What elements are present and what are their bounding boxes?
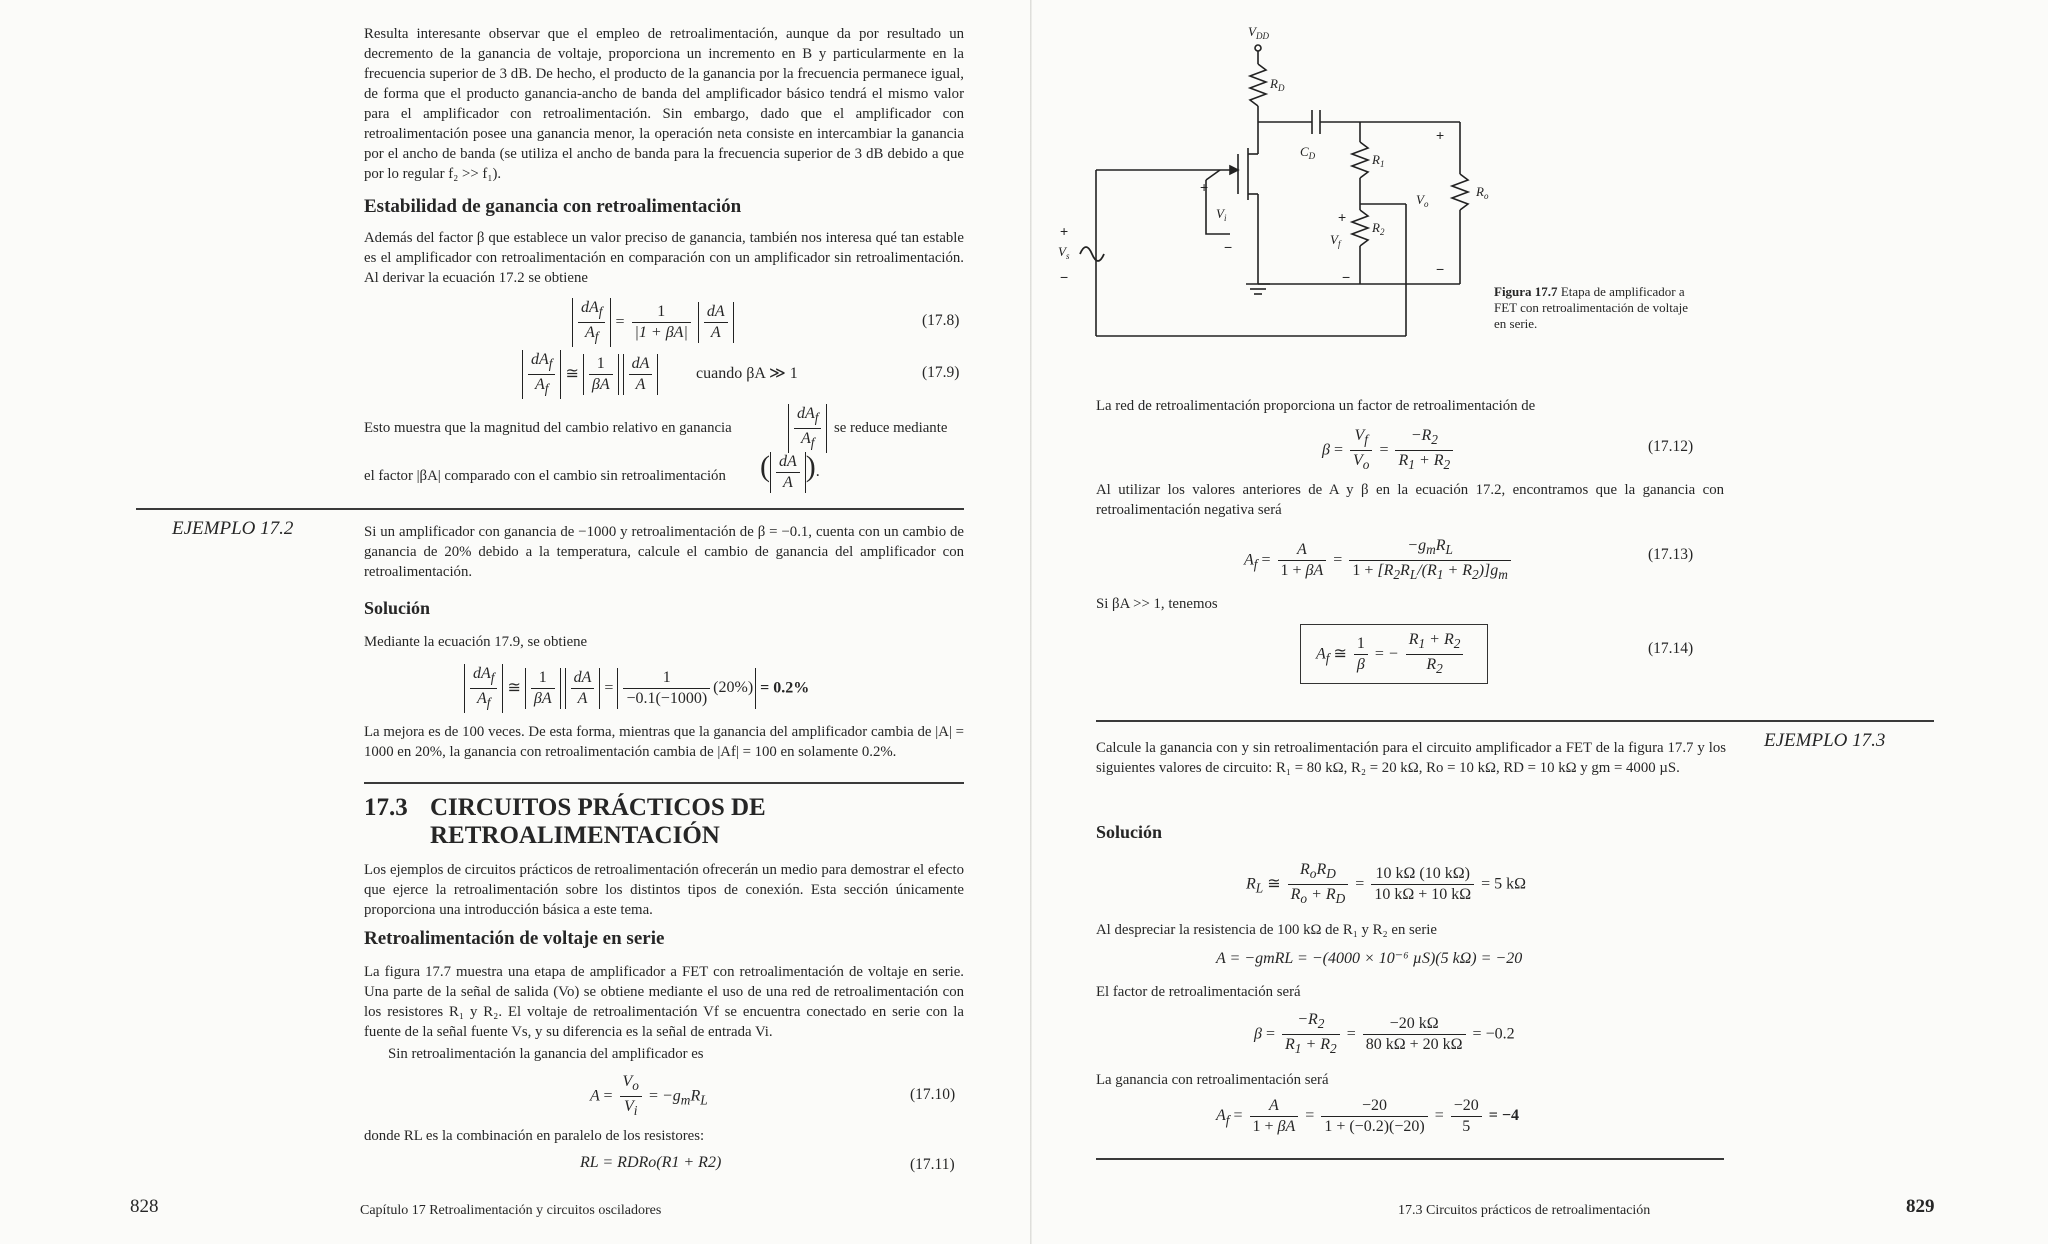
example-17-3-bottom-rule: [1096, 1158, 1724, 1160]
svg-text:−: −: [1436, 261, 1445, 277]
gain-equation: $A_f$ = $\frac{A}{1 + \beta A}$ = $\frac{-20}{1 + (-0.2)(-20)}$ = $\frac{-20}{5}$ = −4: [1216, 1097, 1520, 1135]
footer-left: Capítulo 17 Retroalimentación y circuitos osciladores: [360, 1203, 662, 1218]
page-number-right: 829: [1906, 1196, 1935, 1217]
equation-number-17-12: (17.12): [1648, 438, 1694, 455]
equation-number-17-8: (17.8): [922, 312, 960, 329]
shows-text-3: el factor |βA| comparado con el cambio sin retroalimentación: [364, 468, 726, 484]
svg-text:Vo: $V_o$: [1416, 192, 1429, 209]
example-17-3-paragraph: Calcule la ganancia con y sin retroalimentación para el circuito amplificador a FET de la figura 17.7 y los siguientes valores de circuito: R₁ = 80 kΩ, R₂ = 20 kΩ, Ro = 10 kΩ, RD = 10 kΩ y gm = 4000 µS.: [1096, 740, 1726, 776]
rl-result: = 5 kΩ: [1481, 875, 1527, 893]
svg-text:Vi: $V_i$: [1216, 206, 1227, 223]
solution-text: Mediante la ecuación 17.9, se obtiene: [364, 634, 588, 650]
heading-stability: Estabilidad de ganancia con retroalimentación: [364, 196, 742, 217]
figure-caption-text: Etapa de amplificador a FET con retroalimentación de voltaje en serie.: [1494, 284, 1688, 331]
svg-text:+: +: [1436, 127, 1445, 143]
series-paragraph: La figura 17.7 muestra una etapa de amplificador a FET con retroalimentación de voltaje en serie. Una parte de la señal de salida (Vo) se obtiene mediante el uso de una red de retroalimentación con los resistores R₁ y R₂. El voltaje de retroalimentación Vf se encuentra conectado en serie con la fuente de la señal fuente Vs, y su diferencia es la señal de entrada Vi.: [364, 964, 964, 1040]
if-text: Si βA >> 1, tenemos: [1096, 596, 1218, 612]
a-equation: A = −gmRL = −(4000 × 10⁻⁶ µS)(5 kΩ) = −20: [1216, 950, 1523, 967]
shows-text-2: se reduce mediante: [834, 420, 948, 436]
right-page: [1030, 0, 2048, 1244]
beta-result: = −0.2: [1472, 1025, 1515, 1043]
example-paragraph: Si un amplificador con ganancia de −1000 y retroalimentación de β = −0.1, cuenta con un cambio de ganancia de 20% debido a la temperatura, calcule el cambio de ganancia del amplificador con retroalimentación.: [364, 524, 964, 580]
equation-number-17-11: (17.11): [910, 1156, 955, 1173]
open-loop-change-fraction: ( $\frac{dA}{A}$ ).: [760, 450, 820, 491]
footer-right: 17.3 Circuitos prácticos de retroalimentación: [1398, 1203, 1651, 1218]
intro-paragraph: Resulta interesante observar que el empleo de retroalimentación, aunque da por resultado un decremento de la ganancia de voltaje, proporciona un incremento en B y particularmente en la frecuencia superior de 3 dB. De hecho, el producto de la ganancia por la frecuencia permanece igual, de forma que el producto ganancia-ancho de banda del amplificador básico tendrá el mismo valor para el amplificador con retroalimentación. Sin embargo, dado que el amplificador con retroalimentación posee una ganancia menor, la operación neta consiste en intercambiar la ganancia por el ancho de banda (se utiliza el ancho de banda para la frecuencia superior de 3 dB debido a que por lo regular f₂ >> f₁).: [364, 26, 964, 182]
svg-text:CD: $C_D$: [1300, 144, 1316, 161]
feedback-network-text: La red de retroalimentación proporciona un factor de retroalimentación de: [1096, 398, 1536, 414]
figure-caption-number: Figura 17.7: [1494, 284, 1558, 299]
rl-equation: $R_L$ ≅ $\frac{R_oR_D}{R_o + R_D}$ = $\frac{10 k\Omega (10 k\Omega)}{10 k\Omega + 10 k\Omega}$ = 5 kΩ: [1246, 861, 1527, 907]
equation-number-17-9: (17.9): [922, 364, 960, 381]
equation-17-9-condition: cuando βA ≫ 1: [696, 365, 798, 382]
svg-text:R1: $R_1$: [1372, 152, 1385, 169]
equation-17-12: β = $\frac{V_f}{V_o}$ = $\frac{-R_2}{R_1 + R_2}$: [1322, 426, 1456, 475]
without-text: Sin retroalimentación la ganancia del amplificador es: [388, 1046, 704, 1062]
svg-text:Vs: $V_s$: [1058, 244, 1070, 261]
gain-result: = −4: [1488, 1107, 1520, 1125]
page-number-left: 828: [130, 1196, 159, 1217]
svg-text:+: +: [1060, 223, 1069, 239]
equation-number-17-14: (17.14): [1648, 640, 1694, 657]
equation-number-17-13: (17.13): [1648, 546, 1694, 563]
svg-text:Vf: $V_f$: [1330, 232, 1341, 249]
neglect-text: Al despreciar la resistencia de 100 kΩ de R₁ y R₂ en serie: [1096, 922, 1437, 938]
heading-series: Retroalimentación de voltaje en serie: [364, 928, 665, 949]
example-label: EJEMPLO 17.2: [172, 518, 294, 539]
svg-text:−: −: [1342, 269, 1351, 285]
example-17-3-solution-heading: Solución: [1096, 822, 1163, 842]
svg-text:RD: $R_D$: [1270, 76, 1285, 93]
svg-text:VDD: $V_{DD}$: [1248, 24, 1269, 41]
example-17-3-label: EJEMPLO 17.3: [1764, 730, 1886, 751]
equation-17-9: $\frac{dA_f}{A_f}$ ≅ $\frac{1}{\beta A}$ $\frac{dA}{A}$: [522, 350, 658, 399]
section-title-line-1: CIRCUITOS PRÁCTICOS DE: [430, 794, 766, 821]
gain-text: La ganancia con retroalimentación será: [1096, 1072, 1329, 1088]
figure-caption: [1494, 284, 1694, 332]
svg-text:+: +: [1200, 179, 1209, 195]
solution-equation: $\frac{dA_f}{A_f}$ ≅ $\frac{1}{\beta A}$ $\frac{dA}{A}$ = $\frac{1}{-0.1(-1000)}$ (20%) = 0.2%: [464, 664, 809, 713]
equation-17-8: $\frac{dA_f}{A_f}$ = $\frac{1}{|1 + \beta A|}$ $\frac{dA}{A}$: [572, 298, 734, 347]
relative-change-fraction: $\frac{dA_f}{A_f}$: [788, 404, 827, 453]
using-values-paragraph: Al utilizar los valores anteriores de A y β en la ecuación 17.2, encontramos que la ganancia con retroalimentación negativa será: [1096, 482, 1724, 518]
svg-text:−: −: [1224, 239, 1233, 255]
equation-17-14: $A_f$ ≅ $\frac{1}{\beta}$ = − $\frac{R_1 + R_2}{R_2}$: [1316, 630, 1466, 679]
equation-number-17-10: (17.10): [910, 1086, 956, 1103]
svg-text:−: −: [1060, 269, 1069, 285]
improvement-paragraph: La mejora es de 100 veces. De esta forma, mientras que la ganancia del amplificador cambia de |A| = 1000 en 20%, la ganancia con retroalimentación cambia de |Af| = 100 en solamente 0.2%.: [364, 724, 964, 760]
svg-text:+: +: [1338, 209, 1347, 225]
section-number: 17.3: [364, 794, 408, 821]
where-text: donde RL es la combinación en paralelo de los resistores:: [364, 1128, 705, 1144]
beta-text: El factor de retroalimentación será: [1096, 984, 1301, 1000]
solution-result: = 0.2%: [760, 679, 810, 697]
svg-text:R2: $R_2$: [1372, 220, 1385, 237]
section-title-line-2: RETROALIMENTACIÓN: [430, 822, 720, 849]
solution-heading: Solución: [364, 598, 431, 618]
equation-17-11-expression: RL = RDRo(R1 + R2): [580, 1154, 722, 1171]
example-top-rule: [136, 508, 964, 510]
stability-paragraph: Además del factor β que establece un valor preciso de ganancia, también nos interesa qué tan estable es el amplificador con retroalimentación en comparación con un amplificador sin retroalimentación. Al derivar la ecuación 17.2 se obtiene: [364, 230, 964, 286]
equation-17-13: $A_f$ = $\frac{A}{1 + \beta A}$ = $\frac{-g_mR_L}{1 + [R_2R_L/(R_1 + R_2)]g_m}$: [1244, 536, 1514, 585]
svg-text:Ro: $R_o$: [1476, 184, 1489, 201]
equation-17-10: A = $\frac{V_o}{V_i}$ = $-g_mR_L$: [590, 1073, 708, 1119]
example-bottom-rule: [364, 782, 964, 784]
beta-equation: β = $\frac{-R_2}{R_1 + R_2}$ = $\frac{-20 k\Omega}{80 k\Omega + 20 k\Omega}$ = −0.2: [1254, 1011, 1515, 1057]
example-17-3-top-rule: [1096, 720, 1934, 722]
section-paragraph: Los ejemplos de circuitos prácticos de retroalimentación ofrecerán un medio para demostrar el efecto que ejerce la retroalimentación sobre los distintos tipos de conexión. Esta sección únicamente proporciona una introducción básica a este tema.: [364, 862, 964, 918]
shows-text-1: Esto muestra que la magnitud del cambio relativo en ganancia: [364, 420, 732, 436]
